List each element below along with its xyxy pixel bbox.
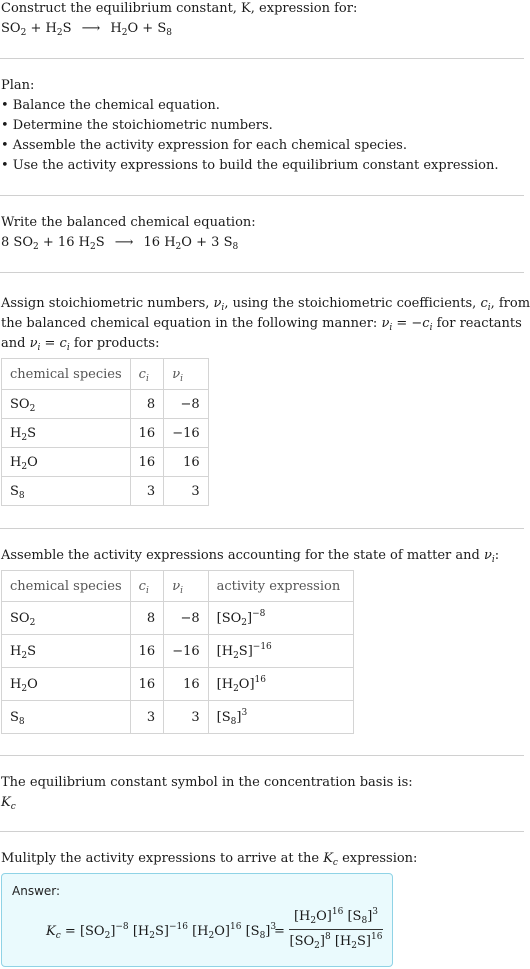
column-header: $c_i$: [130, 571, 164, 602]
divider: [0, 528, 524, 529]
table-row: $H_2O$ 16 16 $[H_2O]^{16}$: [2, 668, 354, 701]
divider: [0, 195, 524, 196]
plan-item: • Determine the stoichiometric numbers.: [1, 118, 273, 133]
table-row: $S_8$ 3 3: [2, 477, 209, 506]
fraction-bar: [289, 929, 383, 930]
fraction-denominator: $[SO_2]^8$ $[H_2S]^{16}$: [289, 932, 383, 951]
table-row: $H_2S$ 16 −16: [2, 419, 209, 448]
kc-expression: $K_c = [SO_2]^{-8}$ $[H_2S]^{-16}$ $[H_2O]^{16}$ $[S_8]^3$: [46, 922, 277, 941]
column-header: chemical species: [2, 571, 131, 602]
reaction-equation: $SO_2 + H_2S$ ⟶ $H_2O + S_8$: [1, 21, 172, 38]
divider: [0, 58, 524, 59]
problem-title: Construct the equilibrium constant, K, expression for:: [1, 1, 358, 16]
table-row: $H_2O$ 16 16: [2, 448, 209, 477]
stoich-text-line: the balanced chemical equation in the following manner: $\nu_i = -c_i$ for reactants: [1, 316, 522, 333]
stoich-text-line: and $\nu_i = c_i$ for products:: [1, 336, 160, 353]
divider: [0, 831, 524, 832]
activity-table: [1, 570, 354, 734]
table-row: $SO_2$ 8 −8 $[SO_2]^{-8}$: [2, 602, 354, 635]
column-header: chemical species: [2, 359, 131, 390]
multiply-heading: Mulitply the activity expressions to arrive at the $K_c$ expression:: [1, 851, 418, 868]
kc-fraction: [289, 907, 383, 952]
balanced-heading: Write the balanced chemical equation:: [1, 215, 256, 230]
symbol-heading: The equilibrium constant symbol in the concentration basis is:: [1, 775, 413, 790]
table-row: $SO_2$ 8 −8: [2, 390, 209, 419]
column-header: $\nu_i$: [164, 359, 208, 390]
balanced-equation: 8 $SO_2 + 16$ $H_2S$ ⟶ 16 $H_2O + 3$ $S_8$: [1, 235, 239, 252]
answer-label: Answer:: [12, 884, 61, 898]
divider: [0, 755, 524, 756]
stoich-table: [1, 358, 209, 506]
fraction-numerator: $[H_2O]^{16}$ $[S_8]^3$: [293, 907, 378, 926]
column-header: $c_i$: [130, 359, 164, 390]
plan-item: • Use the activity expressions to build the equilibrium constant expression.: [1, 158, 499, 173]
column-header: activity expression: [208, 571, 353, 602]
plan-heading: Plan:: [1, 78, 35, 93]
symbol-kc: $K_c$: [1, 795, 16, 812]
divider: [0, 272, 524, 273]
column-header: $\nu_i$: [164, 571, 208, 602]
table-row: $H_2S$ 16 −16 $[H_2S]^{-16}$: [2, 635, 354, 668]
reaction-arrow: ⟶: [81, 21, 101, 36]
table-row: $S_8$ 3 3 $[S_8]^3$: [2, 701, 354, 734]
plan-item: • Balance the chemical equation.: [1, 98, 220, 113]
equals-sign: =: [274, 924, 285, 939]
plan-item: • Assemble the activity expression for each chemical species.: [1, 138, 407, 153]
activity-heading: Assemble the activity expressions accounting for the state of matter and $\nu_i$:: [1, 548, 500, 565]
stoich-text-line: Assign stoichiometric numbers, $\nu_i$, using the stoichiometric coefficients, $c_i$, from: [1, 296, 530, 313]
answer-box: [1, 873, 393, 967]
